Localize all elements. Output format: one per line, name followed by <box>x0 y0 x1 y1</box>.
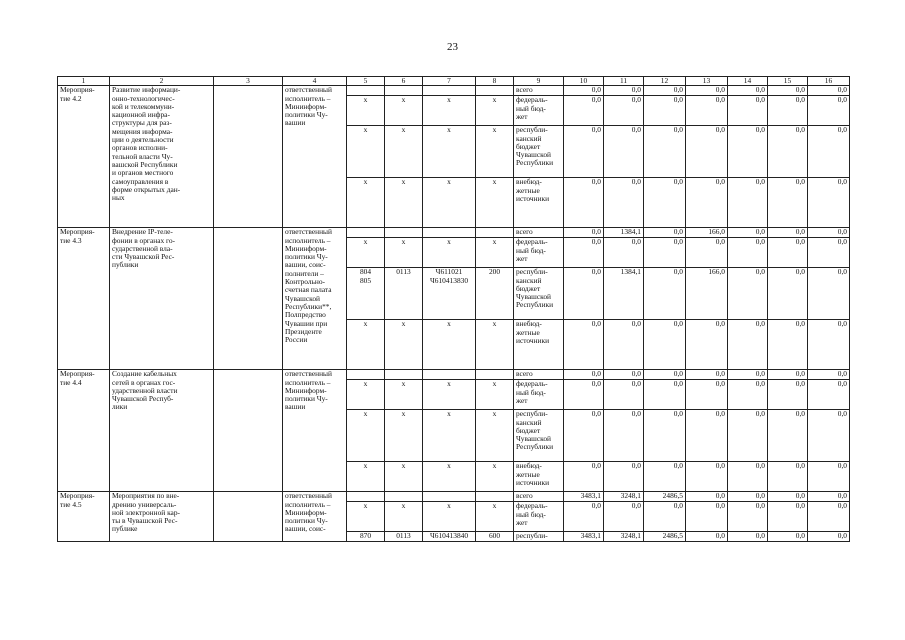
amount-cell: 0,0 <box>644 228 686 238</box>
column-number-cell: 7 <box>423 77 476 86</box>
code-expense-cell <box>476 228 514 238</box>
funding-source-cell: внебюд- жетные источники <box>514 320 564 370</box>
code-section-cell: 0113 <box>385 268 423 320</box>
amount-cell: 0,0 <box>808 320 850 370</box>
code-grbs-cell <box>347 492 385 502</box>
amount-cell: 0,0 <box>808 462 850 492</box>
column-number-cell: 15 <box>768 77 808 86</box>
amount-cell: 0,0 <box>728 86 768 96</box>
amount-cell: 0,0 <box>564 126 604 178</box>
amount-cell: 0,0 <box>728 238 768 268</box>
column3-cell <box>214 492 283 542</box>
amount-cell: 0,0 <box>604 96 644 126</box>
code-expense-cell: x <box>476 502 514 532</box>
amount-cell: 0,0 <box>686 96 728 126</box>
code-expense-cell <box>476 86 514 96</box>
event-name-cell: Создание кабельных сетей в органах гос- ударственной власти Чувашской Респуб- лики <box>110 370 214 492</box>
page-number: 23 <box>447 41 458 53</box>
amount-cell: 0,0 <box>686 320 728 370</box>
code-target-cell <box>423 228 476 238</box>
amount-cell: 0,0 <box>686 126 728 178</box>
column-number-cell: 14 <box>728 77 768 86</box>
executor-cell: ответственный исполнитель – Мининформ- политики Чу- вашии <box>283 370 347 492</box>
funding-row <box>58 492 850 502</box>
code-target-cell: x <box>423 380 476 410</box>
amount-cell: 0,0 <box>644 380 686 410</box>
amount-cell: 0,0 <box>644 96 686 126</box>
column3-cell <box>214 86 283 228</box>
amount-cell: 0,0 <box>808 370 850 380</box>
amount-cell: 0,0 <box>808 410 850 462</box>
amount-cell: 0,0 <box>768 370 808 380</box>
amount-cell: 0,0 <box>604 178 644 228</box>
amount-cell: 0,0 <box>604 502 644 532</box>
amount-cell: 0,0 <box>686 532 728 542</box>
amount-cell: 166,0 <box>686 268 728 320</box>
amount-cell: 0,0 <box>564 410 604 462</box>
amount-cell: 0,0 <box>768 86 808 96</box>
amount-cell: 0,0 <box>768 462 808 492</box>
funding-source-cell: республи- канский бюджет Чувашской Республики <box>514 126 564 178</box>
amount-cell: 0,0 <box>808 178 850 228</box>
column-number-cell: 11 <box>604 77 644 86</box>
code-section-cell: x <box>385 238 423 268</box>
code-section-cell: 0113 <box>385 532 423 542</box>
amount-cell: 0,0 <box>808 238 850 268</box>
amount-cell: 0,0 <box>644 178 686 228</box>
amount-cell: 0,0 <box>728 410 768 462</box>
amount-cell: 0,0 <box>564 178 604 228</box>
funding-source-cell: внебюд- жетные источники <box>514 178 564 228</box>
amount-cell: 0,0 <box>644 268 686 320</box>
code-target-cell: Ч610413840 <box>423 532 476 542</box>
event-id-cell: Мероприя- тие 4.3 <box>58 228 110 370</box>
code-section-cell: x <box>385 502 423 532</box>
funding-source-cell: федераль- ный бюд- жет <box>514 380 564 410</box>
amount-cell: 0,0 <box>808 502 850 532</box>
code-grbs-cell: x <box>347 320 385 370</box>
code-expense-cell <box>476 370 514 380</box>
event-id-cell: Мероприя- тие 4.2 <box>58 86 110 228</box>
amount-cell: 0,0 <box>564 502 604 532</box>
code-target-cell <box>423 370 476 380</box>
amount-cell: 0,0 <box>728 178 768 228</box>
executor-cell: ответственный исполнитель – Мининформ- политики Чу- вашии, соис- полнители – Контрольно- счетная палата Чувашской Республики**, Полпредство Чувашии при Президенте России <box>283 228 347 370</box>
event-name-cell: Мероприятия по вне- дрению универсаль- ной электронной кар- ты в Чувашской Рес- публике <box>110 492 214 542</box>
amount-cell: 0,0 <box>768 502 808 532</box>
column-number-cell: 3 <box>214 77 283 86</box>
amount-cell: 0,0 <box>564 370 604 380</box>
amount-cell: 0,0 <box>564 96 604 126</box>
code-target-cell: x <box>423 96 476 126</box>
amount-cell: 1384,1 <box>604 228 644 238</box>
column3-cell <box>214 228 283 370</box>
amount-cell: 0,0 <box>808 268 850 320</box>
amount-cell: 0,0 <box>604 370 644 380</box>
amount-cell: 0,0 <box>686 410 728 462</box>
funding-source-cell: республи- <box>514 532 564 542</box>
code-expense-cell: x <box>476 410 514 462</box>
code-section-cell: x <box>385 96 423 126</box>
amount-cell: 0,0 <box>564 462 604 492</box>
column-number-cell: 16 <box>808 77 850 86</box>
amount-cell: 0,0 <box>768 492 808 502</box>
funding-source-cell: всего <box>514 492 564 502</box>
amount-cell: 0,0 <box>604 238 644 268</box>
column-number-cell: 13 <box>686 77 728 86</box>
column-number-row <box>58 77 850 86</box>
funding-source-cell: всего <box>514 370 564 380</box>
code-target-cell: x <box>423 462 476 492</box>
amount-cell: 0,0 <box>808 380 850 410</box>
funding-source-cell: республи- канский бюджет Чувашской Республики <box>514 410 564 462</box>
amount-cell: 0,0 <box>728 228 768 238</box>
amount-cell: 0,0 <box>808 492 850 502</box>
code-expense-cell: 600 <box>476 532 514 542</box>
code-section-cell: x <box>385 462 423 492</box>
amount-cell: 0,0 <box>728 462 768 492</box>
code-grbs-cell: x <box>347 410 385 462</box>
code-section-cell: x <box>385 410 423 462</box>
amount-cell: 0,0 <box>644 320 686 370</box>
amount-cell: 0,0 <box>768 96 808 126</box>
amount-cell: 0,0 <box>604 410 644 462</box>
amount-cell: 0,0 <box>768 410 808 462</box>
column-number-cell: 5 <box>347 77 385 86</box>
event-name-cell: Развитие информаци- онно-технологичес- кой и телекоммуни- кационной инфра- структуры для раз- мещения информа- ции о деятельности органов исполни- тельной власти Чу- вашской Республики и органов местного самоуправления в форме открытых дан- ных <box>110 86 214 228</box>
code-grbs-cell: x <box>347 126 385 178</box>
amount-cell: 0,0 <box>728 268 768 320</box>
amount-cell: 0,0 <box>686 370 728 380</box>
column-number-cell: 6 <box>385 77 423 86</box>
amount-cell: 3248,1 <box>604 532 644 542</box>
code-target-cell: Ч611021 Ч610413830 <box>423 268 476 320</box>
amount-cell: 0,0 <box>644 86 686 96</box>
amount-cell: 166,0 <box>686 228 728 238</box>
amount-cell: 2486,5 <box>644 492 686 502</box>
code-expense-cell: x <box>476 462 514 492</box>
amount-cell: 0,0 <box>768 126 808 178</box>
column-number-cell: 2 <box>110 77 214 86</box>
amount-cell: 0,0 <box>564 86 604 96</box>
amount-cell: 0,0 <box>728 532 768 542</box>
funding-row <box>58 228 850 238</box>
amount-cell: 3248,1 <box>604 492 644 502</box>
amount-cell: 0,0 <box>768 238 808 268</box>
amount-cell: 0,0 <box>604 320 644 370</box>
amount-cell: 0,0 <box>686 502 728 532</box>
code-target-cell: x <box>423 410 476 462</box>
budget-table <box>57 76 850 542</box>
code-target-cell <box>423 492 476 502</box>
amount-cell: 0,0 <box>604 86 644 96</box>
code-section-cell <box>385 492 423 502</box>
event-id-cell: Мероприя- тие 4.4 <box>58 370 110 492</box>
code-expense-cell: 200 <box>476 268 514 320</box>
code-grbs-cell: x <box>347 502 385 532</box>
column-number-cell: 12 <box>644 77 686 86</box>
column-number-cell: 10 <box>564 77 604 86</box>
funding-row <box>58 370 850 380</box>
amount-cell: 0,0 <box>644 410 686 462</box>
funding-source-cell: федераль- ный бюд- жет <box>514 238 564 268</box>
column3-cell <box>214 370 283 492</box>
amount-cell: 0,0 <box>728 370 768 380</box>
funding-source-cell: республи- канский бюджет Чувашской Республики <box>514 268 564 320</box>
amount-cell: 0,0 <box>564 320 604 370</box>
code-grbs-cell: 804 805 <box>347 268 385 320</box>
code-grbs-cell: x <box>347 96 385 126</box>
event-name-cell: Внедрение IP-теле- фонии в органах го- сударственной вла- сти Чувашской Рес- публики <box>110 228 214 370</box>
column-number-cell: 8 <box>476 77 514 86</box>
amount-cell: 3483,1 <box>564 492 604 502</box>
amount-cell: 0,0 <box>808 86 850 96</box>
amount-cell: 0,0 <box>604 380 644 410</box>
amount-cell: 0,0 <box>728 320 768 370</box>
amount-cell: 0,0 <box>728 380 768 410</box>
code-expense-cell: x <box>476 320 514 370</box>
amount-cell: 0,0 <box>564 380 604 410</box>
code-expense-cell: x <box>476 238 514 268</box>
amount-cell: 0,0 <box>644 462 686 492</box>
amount-cell: 0,0 <box>768 380 808 410</box>
funding-source-cell: федераль- ный бюд- жет <box>514 502 564 532</box>
amount-cell: 2486,5 <box>644 532 686 542</box>
amount-cell: 1384,1 <box>604 268 644 320</box>
code-target-cell <box>423 86 476 96</box>
amount-cell: 0,0 <box>564 268 604 320</box>
code-section-cell: x <box>385 178 423 228</box>
code-section-cell: x <box>385 126 423 178</box>
amount-cell: 0,0 <box>644 370 686 380</box>
code-expense-cell: x <box>476 96 514 126</box>
code-grbs-cell: x <box>347 380 385 410</box>
code-target-cell: x <box>423 238 476 268</box>
executor-cell: ответственный исполнитель – Мининформ- политики Чу- вашии, соис- <box>283 492 347 542</box>
code-expense-cell: x <box>476 126 514 178</box>
amount-cell: 0,0 <box>728 502 768 532</box>
amount-cell: 0,0 <box>728 126 768 178</box>
amount-cell: 0,0 <box>808 228 850 238</box>
amount-cell: 0,0 <box>808 532 850 542</box>
amount-cell: 0,0 <box>808 126 850 178</box>
amount-cell: 0,0 <box>644 502 686 532</box>
amount-cell: 0,0 <box>768 532 808 542</box>
amount-cell: 0,0 <box>728 492 768 502</box>
amount-cell: 0,0 <box>768 178 808 228</box>
code-target-cell: x <box>423 502 476 532</box>
event-id-cell: Мероприя- тие 4.5 <box>58 492 110 542</box>
amount-cell: 0,0 <box>644 126 686 178</box>
funding-row <box>58 86 850 96</box>
amount-cell: 0,0 <box>768 320 808 370</box>
amount-cell: 0,0 <box>686 178 728 228</box>
amount-cell: 0,0 <box>768 268 808 320</box>
code-expense-cell: x <box>476 178 514 228</box>
code-grbs-cell <box>347 228 385 238</box>
code-target-cell: x <box>423 320 476 370</box>
code-grbs-cell: 870 <box>347 532 385 542</box>
amount-cell: 0,0 <box>686 380 728 410</box>
code-section-cell: x <box>385 380 423 410</box>
code-target-cell: x <box>423 178 476 228</box>
code-section-cell <box>385 370 423 380</box>
executor-cell: ответственный исполнитель – Мининформ- политики Чу- вашии <box>283 86 347 228</box>
amount-cell: 3483,1 <box>564 532 604 542</box>
code-expense-cell <box>476 492 514 502</box>
amount-cell: 0,0 <box>686 462 728 492</box>
code-expense-cell: x <box>476 380 514 410</box>
code-section-cell <box>385 86 423 96</box>
amount-cell: 0,0 <box>808 96 850 126</box>
code-section-cell <box>385 228 423 238</box>
code-section-cell: x <box>385 320 423 370</box>
column-number-cell: 9 <box>514 77 564 86</box>
column-number-cell: 1 <box>58 77 110 86</box>
amount-cell: 0,0 <box>604 462 644 492</box>
code-grbs-cell: x <box>347 238 385 268</box>
code-target-cell: x <box>423 126 476 178</box>
code-grbs-cell <box>347 370 385 380</box>
code-grbs-cell <box>347 86 385 96</box>
funding-source-cell: всего <box>514 228 564 238</box>
amount-cell: 0,0 <box>564 228 604 238</box>
amount-cell: 0,0 <box>768 228 808 238</box>
amount-cell: 0,0 <box>644 238 686 268</box>
code-grbs-cell: x <box>347 462 385 492</box>
amount-cell: 0,0 <box>686 86 728 96</box>
column-number-cell: 4 <box>283 77 347 86</box>
amount-cell: 0,0 <box>564 238 604 268</box>
funding-source-cell: всего <box>514 86 564 96</box>
amount-cell: 0,0 <box>728 96 768 126</box>
funding-source-cell: федераль- ный бюд- жет <box>514 96 564 126</box>
amount-cell: 0,0 <box>686 492 728 502</box>
amount-cell: 0,0 <box>686 238 728 268</box>
funding-source-cell: внебюд- жетные источники <box>514 462 564 492</box>
code-grbs-cell: x <box>347 178 385 228</box>
amount-cell: 0,0 <box>604 126 644 178</box>
